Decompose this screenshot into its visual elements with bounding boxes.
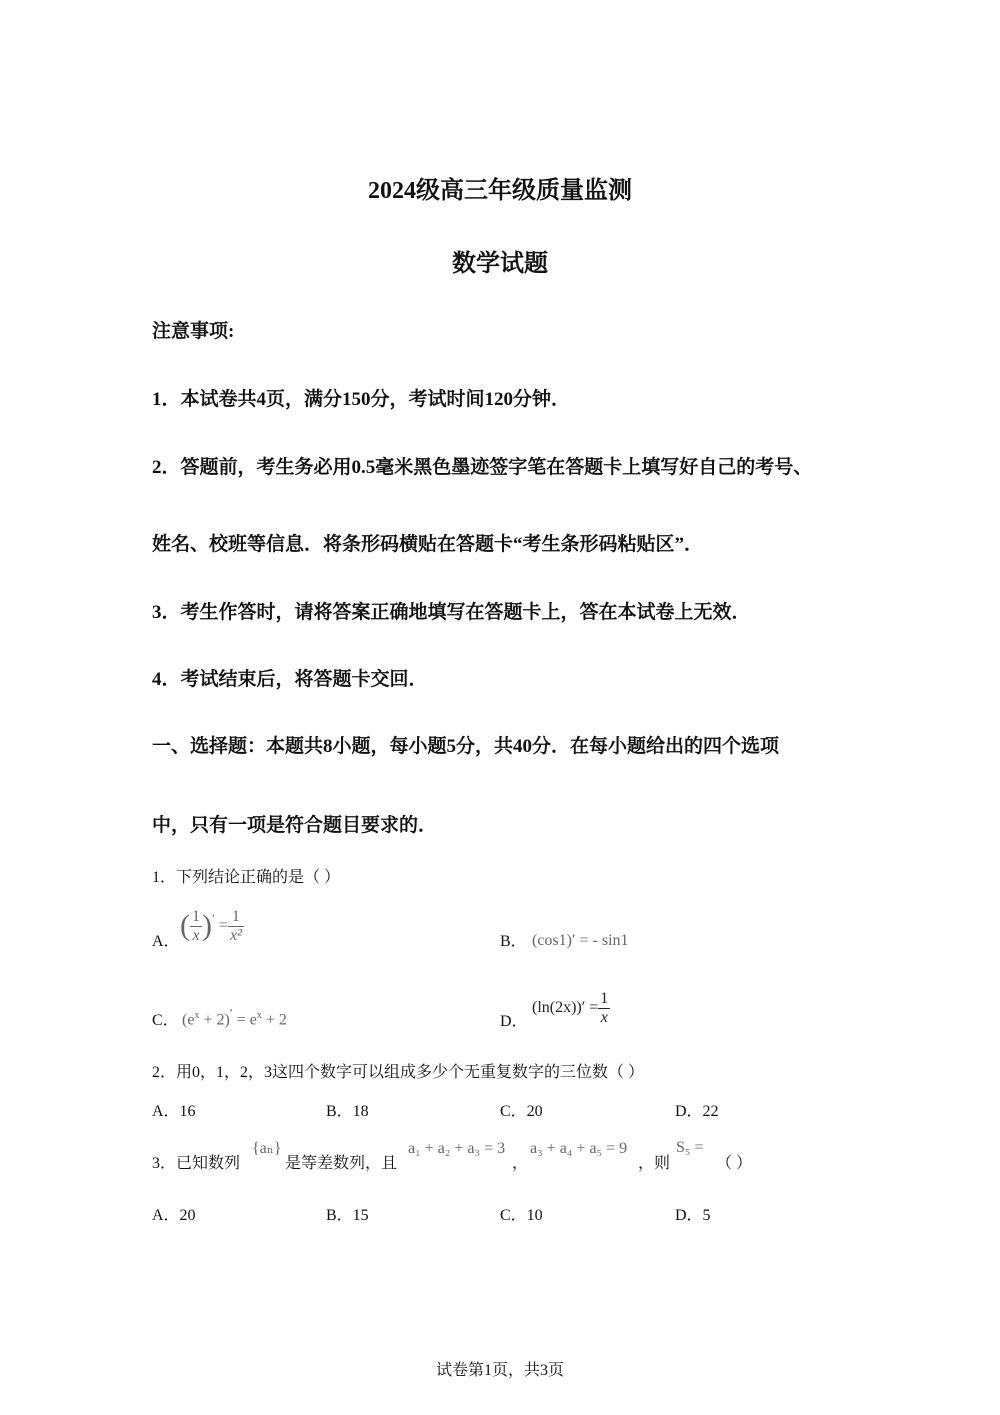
q2-option-a: A．16 <box>152 1103 196 1120</box>
q3-blank: （ ） <box>716 1155 753 1172</box>
q3-stem-a: 3．已知数列 <box>152 1155 241 1172</box>
section-heading-line2: 中，只有一项是符合题目要求的． <box>152 815 438 836</box>
q1-option-c-label: C． <box>152 1012 179 1029</box>
note-item-3: 3．考生作答时，请将答案正确地填写在答题卡上，答在本试卷上无效． <box>152 602 751 623</box>
note-item-2: 2．答题前，考生务必用0.5毫米黑色墨迹签字笔在答题卡上填写好自己的考号、 <box>152 457 813 478</box>
page-footer: 试卷第1页，共3页 <box>435 1362 564 1379</box>
q1-option-d-expr <box>532 990 610 1026</box>
note-item-2-cont: 姓名、校班等信息．将条形码横贴在答题卡“考生条形码粘贴区”． <box>152 534 704 555</box>
q3-sequence: {aₙ} <box>252 1140 282 1157</box>
q1-a-rhs-num: 1 <box>228 908 244 927</box>
note-item-4: 4．考试结束后，将答题卡交回． <box>152 669 428 690</box>
q1-c-prime: ′ <box>229 1006 233 1021</box>
q1-option-b-expr: (cos1)′ = - sin1 <box>532 932 629 949</box>
q1-option-c-expr <box>182 1006 287 1029</box>
q2-option-d: D．22 <box>675 1103 719 1120</box>
notes-heading: 注意事项: <box>152 321 235 342</box>
q2-option-c: C．20 <box>500 1103 543 1120</box>
q3-option-a: A．20 <box>152 1207 196 1224</box>
q2-option-b: B．18 <box>326 1103 369 1120</box>
q3-condition-2: a₃ + a₄ + a₅ = 9 <box>530 1140 628 1157</box>
exam-subtitle: 数学试题 <box>452 251 548 277</box>
q3-separator: ， <box>512 1155 529 1172</box>
q3-condition-1: a₁ + a₂ + a₃ = 3 <box>408 1140 506 1157</box>
q1-c-part3: = e <box>232 1011 257 1029</box>
q3-option-c: C．10 <box>500 1207 543 1224</box>
q1-c-part2: + 2) <box>199 1011 230 1029</box>
q1-option-b-label: B． <box>500 933 527 950</box>
q3-target: S₅ = <box>676 1139 704 1156</box>
q1-a-eq: = <box>218 916 228 934</box>
note-item-1: 1．本试卷共4页，满分150分，考试时间120分钟． <box>152 389 571 410</box>
q1-a-lhs-den: x <box>192 926 200 944</box>
q1-d-num: 1 <box>600 990 609 1007</box>
q3-option-d: D．5 <box>675 1207 711 1224</box>
q1-a-lhs-num: 1 <box>192 908 200 925</box>
q1-c-part4: + 2 <box>261 1011 287 1029</box>
q1-a-rhs-den: x² <box>229 926 242 944</box>
q1-d-den: x <box>600 1008 608 1026</box>
q1-option-a-label: A． <box>152 933 180 950</box>
q3-stem-c: ，则 <box>638 1155 671 1172</box>
q1-c-sup1: x <box>194 1010 200 1021</box>
q1-option-d-label: D． <box>500 1013 528 1030</box>
section-heading-line1: 一、选择题：本题共8小题，每小题5分，共40分．在每小题给出的四个选项 <box>152 736 780 757</box>
q1-c-part1: (e <box>182 1011 195 1029</box>
q1-d-lhs: (ln(2x))′ = <box>532 998 599 1016</box>
q1-option-a-expr: ( $\frac{1}{x}$ )′ = $\frac{1}{\text{x²}}$ <box>180 908 242 944</box>
q3-stem-b: 是等差数列，且 <box>285 1155 398 1172</box>
q1-c-sup2: x <box>256 1010 262 1021</box>
q3-option-b: B．15 <box>326 1207 369 1224</box>
question-2-stem: 2．用0，1，2，3这四个数字可以组成多少个无重复数字的三位数（ ） <box>152 1064 645 1081</box>
exam-title: 2024级高三年级质量监测 <box>368 178 632 204</box>
question-1-stem: 1．下列结论正确的是（ ） <box>152 869 341 886</box>
q1-a-prime: ′ <box>212 911 215 927</box>
